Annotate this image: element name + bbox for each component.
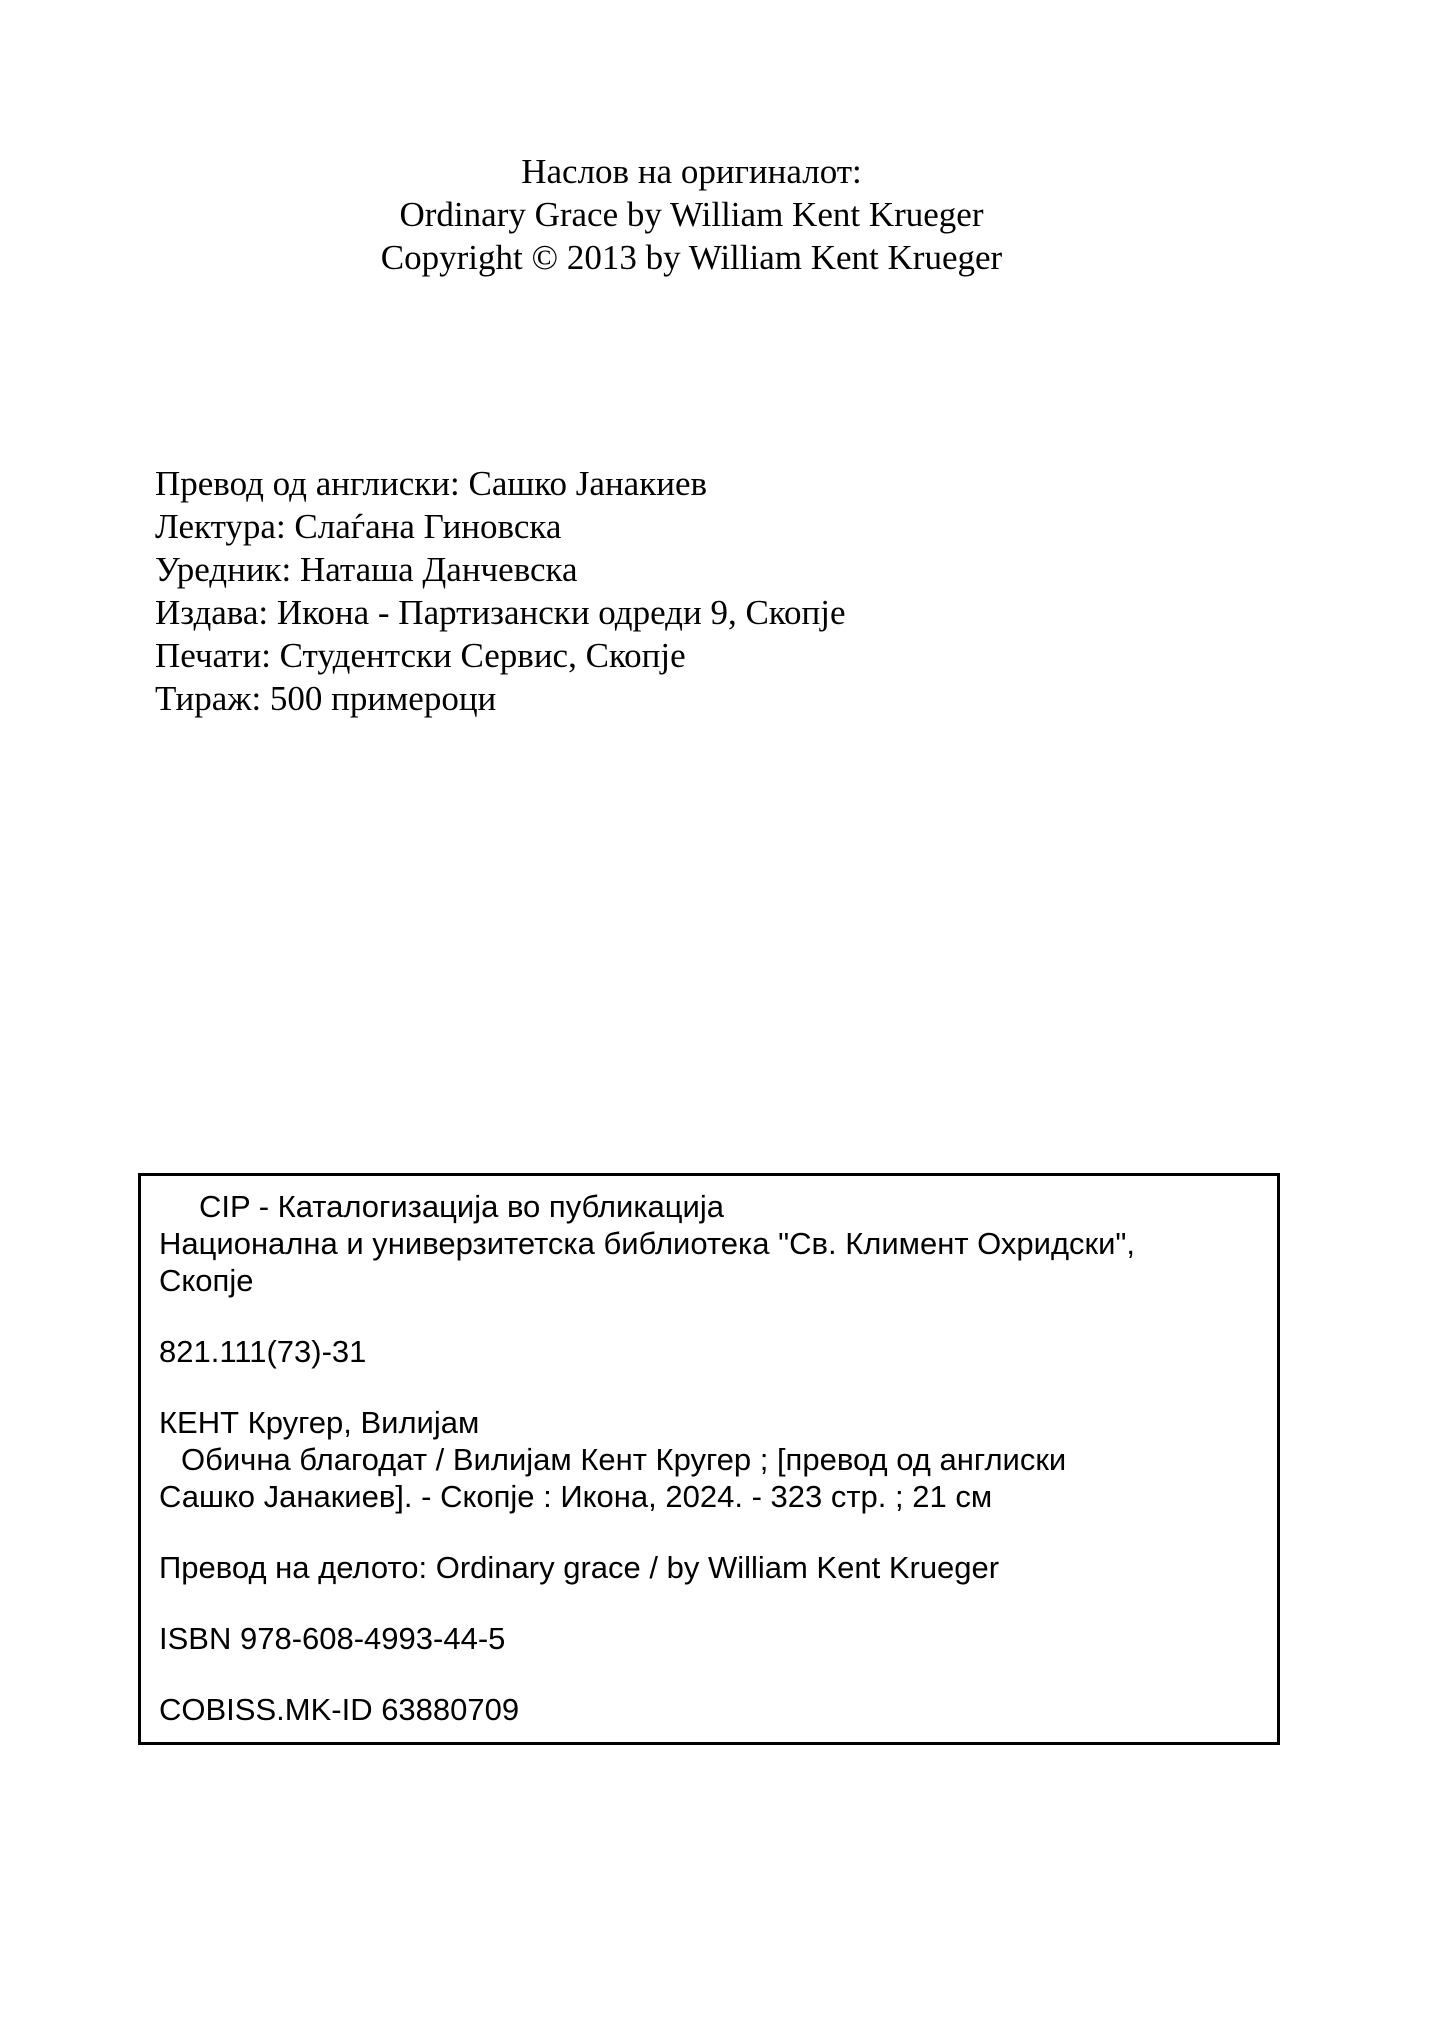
cip-record-box (138, 1173, 1280, 1745)
print-run-line: Тираж: 500 примероци (155, 679, 497, 718)
cip-cobiss: COBISS.MK-ID 63880709 (159, 1692, 520, 1727)
cip-library-line1: Национална и универзитетска библиотека "Св. Климент Охридски", (159, 1226, 1136, 1261)
cip-isbn: ISBN 978-608-4993-44-5 (159, 1621, 506, 1656)
cip-heading: CIP - Каталогизација во публикација (199, 1189, 725, 1224)
cip-title-line2: Сашко Јанакиев]. - Скопје : Икона, 2024. - 323 стр. ; 21 см (159, 1479, 993, 1514)
translator-line: Превод од англиски: Сашко Јанакиев (155, 464, 708, 503)
cip-original-title-note: Превод на делото: Ordinary grace / by William Kent Krueger (159, 1550, 1000, 1585)
copyright-line: Copyright © 2013 by William Kent Krueger (380, 238, 1003, 277)
original-title: Ordinary Grace by William Kent Krueger (399, 195, 984, 234)
original-title-block (0, 150, 1414, 279)
editor-line: Уредник: Наташа Данчевска (155, 550, 578, 589)
publisher-line: Издава: Икона - Партизански одреди 9, Скопје (155, 593, 846, 632)
cip-udc-number: 821.111(73)-31 (159, 1334, 367, 1369)
original-title-label: Наслов на оригиналот: (521, 152, 862, 191)
printer-line: Печати: Студентски Сервис, Скопје (155, 636, 686, 675)
cip-library-line2: Скопје (159, 1263, 254, 1298)
proofreader-line: Лектура: Слаѓана Гиновска (155, 507, 562, 546)
imprint-block (155, 462, 846, 720)
cip-title-line1: Обична благодат / Вилијам Кент Кругер ; [превод од англиски (181, 1442, 1067, 1477)
cip-author-heading: КЕНТ Кругер, Вилијам (159, 1405, 480, 1440)
